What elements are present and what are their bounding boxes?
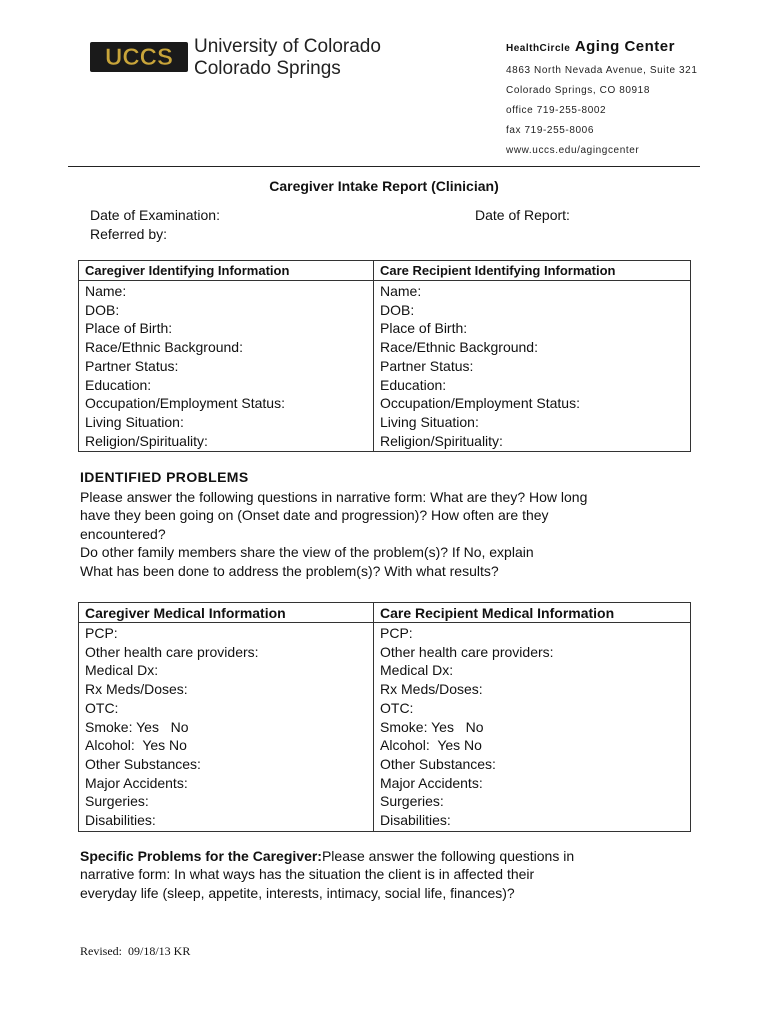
recipient-disabilities-label: Disabilities: bbox=[380, 812, 451, 829]
caregiver-rx-label: Rx Meds/Doses: bbox=[85, 681, 188, 698]
medical-info-table bbox=[78, 602, 691, 832]
address-street: 4863 North Nevada Avenue, Suite 321 bbox=[506, 65, 698, 76]
specific-problems-heading: Specific Problems for the Caregiver: bbox=[80, 848, 322, 864]
recipient-providers-label: Other health care providers: bbox=[380, 643, 554, 660]
center-name: Aging Center bbox=[574, 38, 675, 55]
problems-line: encountered? bbox=[80, 525, 166, 542]
recipient-education-label: Education: bbox=[380, 376, 447, 393]
identified-problems-heading: IDENTIFIED PROBLEMS bbox=[80, 469, 249, 485]
recipient-dx-label: Medical Dx: bbox=[380, 662, 454, 679]
caregiver-dx-label: Medical Dx: bbox=[85, 662, 159, 679]
caregiver-medical-header: Caregiver Medical Information bbox=[79, 603, 374, 623]
date-of-report-label: Date of Report: bbox=[475, 207, 570, 223]
problems-line: What has been done to address the problem(s)? With what results? bbox=[80, 562, 499, 579]
caregiver-dob-label: DOB: bbox=[85, 301, 120, 318]
specific-problems-line2: narrative form: In what ways has the situation the client is in affected their bbox=[80, 866, 535, 883]
specific-problems-text bbox=[80, 847, 700, 902]
caregiver-education-label: Education: bbox=[85, 376, 152, 393]
center-contact-block bbox=[506, 38, 736, 161]
recipient-otc-label: OTC: bbox=[380, 699, 414, 716]
website: www.uccs.edu/agingcenter bbox=[506, 145, 640, 156]
caregiver-substances-label: Other Substances: bbox=[85, 755, 201, 772]
caregiver-surgeries-label: Surgeries: bbox=[85, 793, 149, 810]
recipient-birthplace-label: Place of Birth: bbox=[380, 320, 468, 337]
recipient-alcohol-label: Alcohol: Yes No bbox=[380, 737, 482, 754]
document-title: Caregiver Intake Report (Clinician) bbox=[269, 178, 499, 194]
caregiver-providers-label: Other health care providers: bbox=[85, 643, 259, 660]
referred-by-label: Referred by: bbox=[90, 226, 168, 242]
university-name-line1: University of Colorado bbox=[194, 36, 381, 57]
fax-number: fax 719-255-8006 bbox=[506, 125, 594, 136]
caregiver-otc-label: OTC: bbox=[85, 699, 119, 716]
caregiver-accidents-label: Major Accidents: bbox=[85, 774, 188, 791]
university-logo bbox=[88, 36, 388, 86]
recipient-accidents-label: Major Accidents: bbox=[380, 774, 483, 791]
caregiver-occupation-label: Occupation/Employment Status: bbox=[85, 395, 285, 412]
recipient-substances-label: Other Substances: bbox=[380, 755, 496, 772]
recipient-rx-label: Rx Meds/Doses: bbox=[380, 681, 483, 698]
caregiver-identifying-cell bbox=[79, 281, 374, 452]
recipient-medical-header: Care Recipient Medical Information bbox=[374, 603, 691, 623]
caregiver-alcohol-label: Alcohol: Yes No bbox=[85, 737, 187, 754]
specific-problems-intro: Please answer the following questions in bbox=[321, 848, 575, 864]
revision-footer: Revised: 09/18/13 KR bbox=[80, 944, 191, 958]
caregiver-living-situation-label: Living Situation: bbox=[85, 413, 184, 430]
recipient-dob-label: DOB: bbox=[380, 301, 415, 318]
recipient-identifying-cell bbox=[374, 281, 691, 452]
recipient-medical-cell bbox=[374, 623, 691, 832]
university-name-line2: Colorado Springs bbox=[194, 58, 341, 79]
caregiver-medical-cell bbox=[79, 623, 374, 832]
date-of-examination-label: Date of Examination: bbox=[90, 207, 220, 223]
uccs-logo-mark bbox=[90, 42, 188, 72]
center-title bbox=[506, 38, 736, 58]
recipient-living-situation-label: Living Situation: bbox=[380, 413, 479, 430]
problems-line: Do other family members share the view of the problem(s)? If No, explain bbox=[80, 544, 534, 561]
recipient-identifying-header: Care Recipient Identifying Information bbox=[374, 261, 691, 281]
recipient-pcp-label: PCP: bbox=[380, 625, 413, 641]
caregiver-name-label: Name: bbox=[85, 283, 127, 299]
recipient-surgeries-label: Surgeries: bbox=[380, 793, 444, 810]
caregiver-partner-status-label: Partner Status: bbox=[85, 357, 179, 374]
recipient-occupation-label: Occupation/Employment Status: bbox=[380, 395, 580, 412]
caregiver-identifying-header: Caregiver Identifying Information bbox=[79, 261, 374, 281]
recipient-ethnicity-label: Race/Ethnic Background: bbox=[380, 339, 538, 356]
recipient-smoke-label: Smoke: Yes No bbox=[380, 718, 484, 735]
center-prefix: HealthCircle bbox=[506, 43, 571, 54]
caregiver-birthplace-label: Place of Birth: bbox=[85, 320, 173, 337]
recipient-partner-status-label: Partner Status: bbox=[380, 357, 474, 374]
caregiver-disabilities-label: Disabilities: bbox=[85, 812, 156, 829]
identified-problems-text bbox=[80, 488, 700, 580]
problems-line: Please answer the following questions in narrative form: What are they? How long bbox=[80, 489, 588, 505]
recipient-religion-label: Religion/Spirituality: bbox=[380, 432, 503, 449]
identifying-info-table bbox=[78, 260, 691, 452]
caregiver-pcp-label: PCP: bbox=[85, 625, 118, 641]
specific-problems-line3: everyday life (sleep, appetite, interests, intimacy, social life, finances)? bbox=[80, 884, 515, 901]
header-divider bbox=[68, 166, 700, 167]
address-city: Colorado Springs, CO 80918 bbox=[506, 85, 651, 96]
caregiver-religion-label: Religion/Spirituality: bbox=[85, 432, 208, 449]
office-phone: office 719-255-8002 bbox=[506, 105, 607, 116]
caregiver-smoke-label: Smoke: Yes No bbox=[85, 718, 189, 735]
problems-line: have they been going on (Onset date and progression)? How often are they bbox=[80, 507, 549, 524]
caregiver-ethnicity-label: Race/Ethnic Background: bbox=[85, 339, 243, 356]
specific-problems-line1 bbox=[80, 847, 700, 865]
logo-text: UCCS bbox=[104, 44, 174, 71]
recipient-name-label: Name: bbox=[380, 283, 422, 299]
